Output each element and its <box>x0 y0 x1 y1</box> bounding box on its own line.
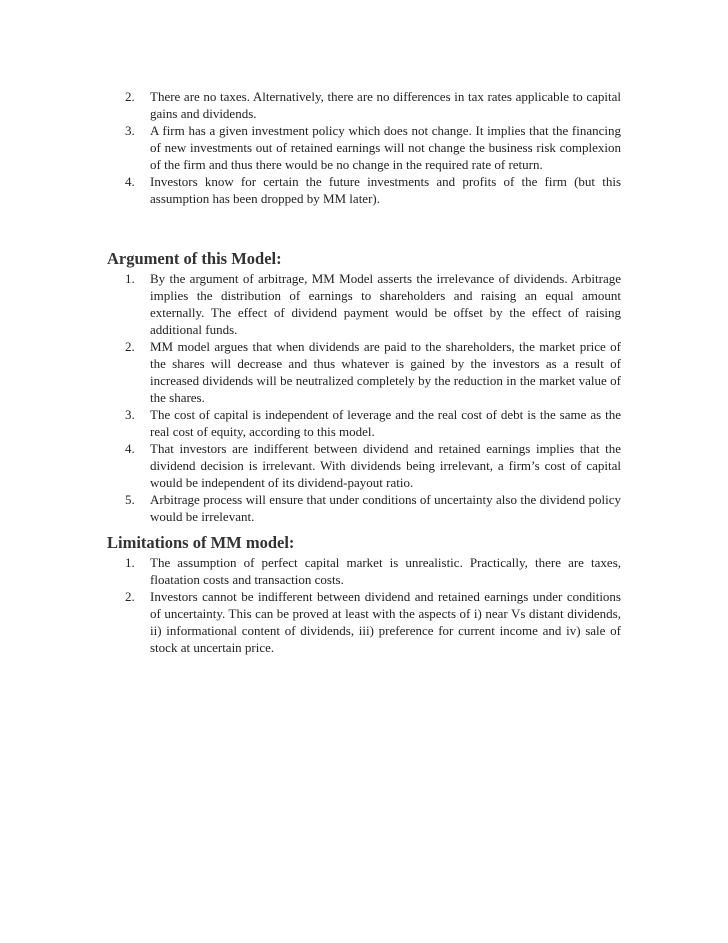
argument-heading: Argument of this Model: <box>107 249 282 268</box>
assumptions-list <box>125 88 621 207</box>
list-item-number: 2. <box>125 589 135 604</box>
limitations-list <box>125 554 621 656</box>
list-item-text: A firm has a given investment policy which does not change. It implies that the financing of new investments out of retained earnings will not change the business risk complexion of the firm and thus there would be no change in the required rate of return. <box>150 123 621 172</box>
list-item <box>125 588 621 656</box>
list-item-text: That investors are indifferent between dividend and retained earnings implies that the dividend decision is irrelevant. With dividends being irrelevant, a firm’s cost of capital would be independent of its dividend-payout ratio. <box>150 441 621 490</box>
list-item <box>125 270 621 338</box>
list-item-number: 2. <box>125 339 135 354</box>
list-item <box>125 440 621 491</box>
list-item-number: 1. <box>125 271 135 286</box>
list-item-number: 5. <box>125 492 135 507</box>
list-item <box>125 122 621 173</box>
list-item-number: 3. <box>125 123 135 138</box>
list-item <box>125 491 621 525</box>
list-item-text: The assumption of perfect capital market is unrealistic. Practically, there are taxes, floatation costs and transaction costs. <box>150 555 621 587</box>
list-item-number: 3. <box>125 407 135 422</box>
list-item-number: 4. <box>125 441 135 456</box>
list-item <box>125 88 621 122</box>
list-item-number: 1. <box>125 555 135 570</box>
argument-list <box>125 270 621 525</box>
list-item <box>125 406 621 440</box>
list-item-text: Arbitrage process will ensure that under conditions of uncertainty also the dividend policy would be irrelevant. <box>150 492 621 524</box>
list-item-text: There are no taxes. Alternatively, there are no differences in tax rates applicable to capital gains and dividends. <box>150 89 621 121</box>
list-item-number: 4. <box>125 174 135 189</box>
list-item-text: Investors know for certain the future investments and profits of the firm (but this assumption has been dropped by MM later). <box>150 174 621 206</box>
list-item-text: The cost of capital is independent of leverage and the real cost of debt is the same as the real cost of equity, according to this model. <box>150 407 621 439</box>
list-item <box>125 173 621 207</box>
list-item-text: MM model argues that when dividends are paid to the shareholders, the market price of the shares will decrease and thus whatever is gained by the investors as a result of increased dividends will be neutralized completely by the reduction in the market value of the shares. <box>150 339 621 405</box>
list-item <box>125 554 621 588</box>
limitations-heading: Limitations of MM model: <box>107 533 295 552</box>
list-item-text: By the argument of arbitrage, MM Model asserts the irrelevance of dividends. Arbitrage implies the distribution of earnings to shareholders and raising an equal amount externally. The effect of dividend payment would be offset by the effect of raising additional funds. <box>150 271 621 337</box>
list-item-text: Investors cannot be indifferent between dividend and retained earnings under conditions of uncertainty. This can be proved at least with the aspects of i) near Vs distant dividends, ii) informational content of dividends, iii) preference for current income and iv) sale of stock at uncertain price. <box>150 589 621 655</box>
list-item-number: 2. <box>125 89 135 104</box>
list-item <box>125 338 621 406</box>
